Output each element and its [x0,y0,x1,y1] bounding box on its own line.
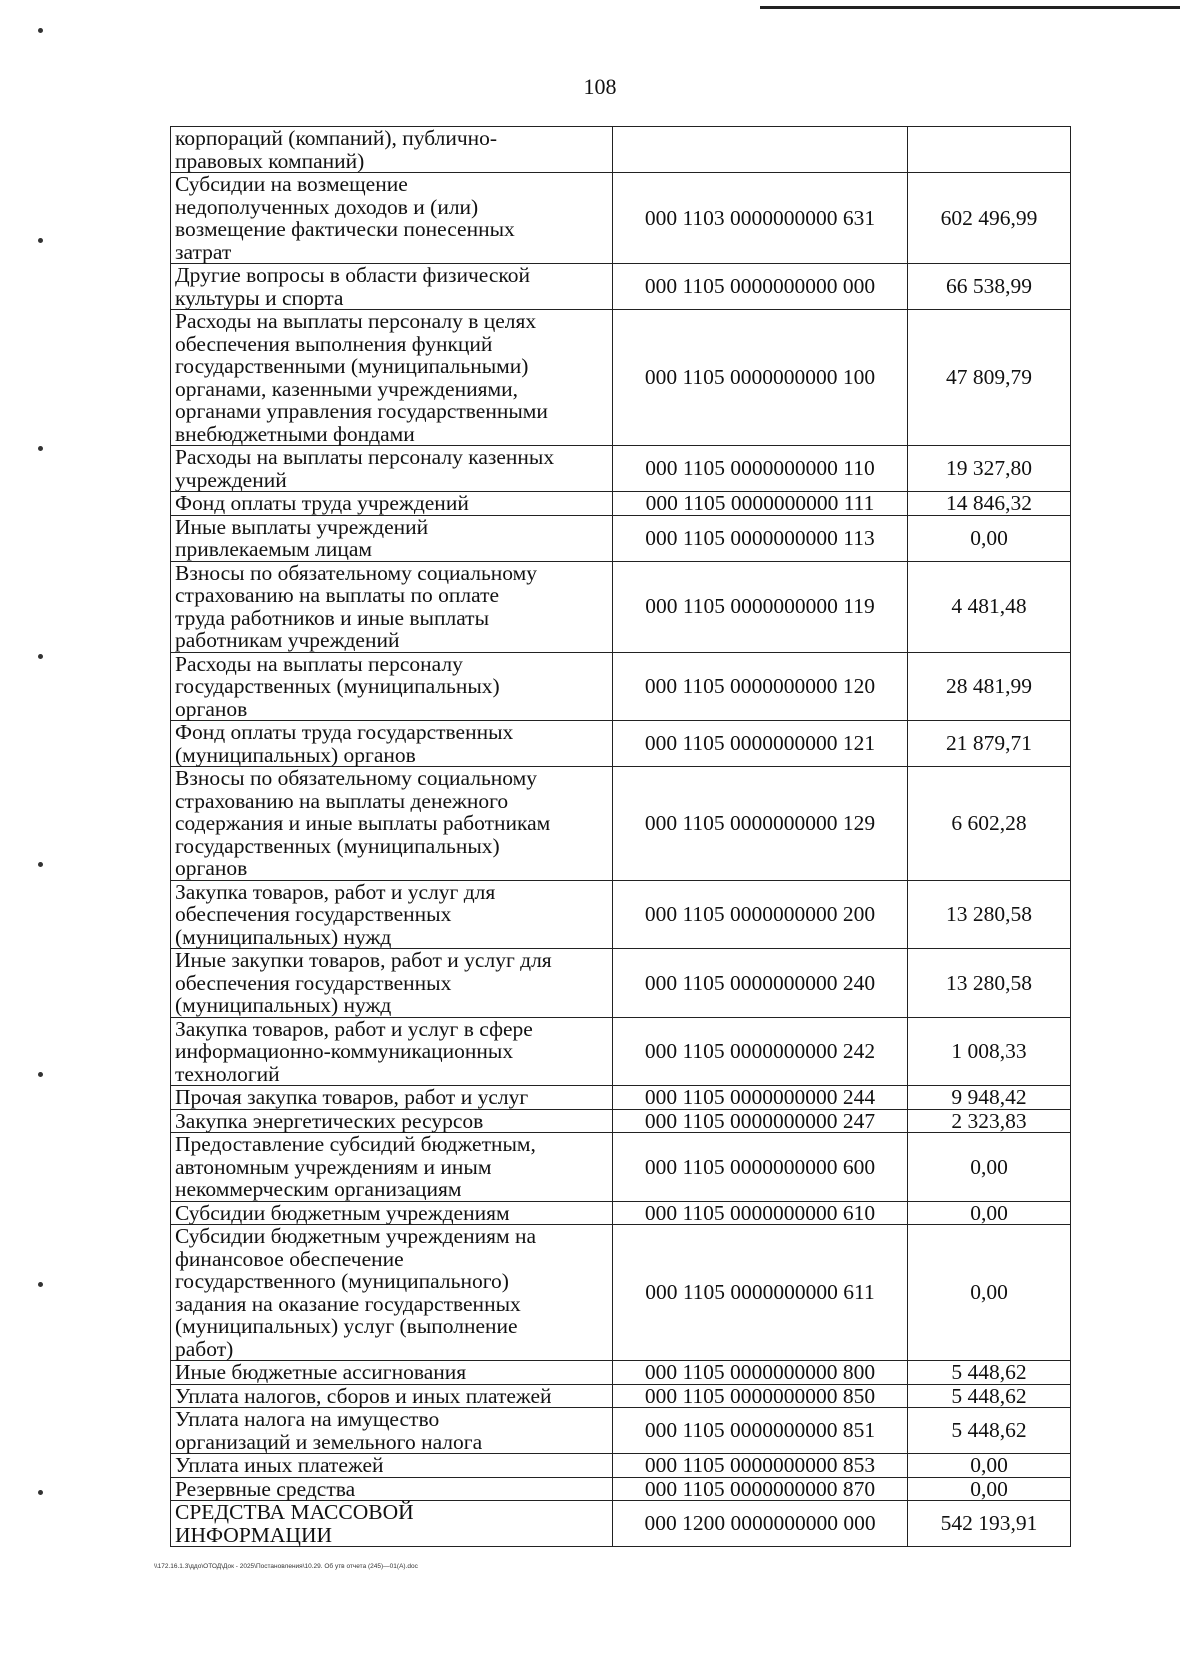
table-row [171,173,1071,264]
expense-item-name: Закупка товаров, работ и услуг для обеспечения государственных (муниципальных) нужд [171,880,613,949]
expense-item-name: Закупка товаров, работ и услуг в сфере информационно-коммуникационных технологий [171,1017,613,1086]
expense-item-name: Прочая закупка товаров, работ и услуг [171,1086,613,1110]
amount-value: 0,00 [908,1454,1071,1478]
amount-value: 4 481,48 [908,561,1071,652]
budget-classification-code: 000 1105 0000000000 242 [613,1017,908,1086]
expense-item-name: Взносы по обязательному социальному страхованию на выплаты денежного содержания и иные выплаты работникам государственных (муниципальных) органов [171,767,613,881]
expense-item-name: Расходы на выплаты персоналу казенных учреждений [171,446,613,492]
table-row [171,515,1071,561]
page-number: 108 [583,74,617,99]
binder-hole-dot [38,1282,43,1287]
table-row [171,1133,1071,1202]
expense-item-name: Взносы по обязательному социальному страхованию на выплаты по оплате труда работников и иные выплаты работникам учреждений [171,561,613,652]
amount-value: 13 280,58 [908,880,1071,949]
binder-hole-dot [38,238,43,243]
budget-classification-code [613,127,908,173]
expense-item-name: Другие вопросы в области физической культуры и спорта [171,264,613,310]
top-scan-rule [760,6,1180,9]
table-row [171,721,1071,767]
amount-value: 13 280,58 [908,949,1071,1018]
amount-value: 2 323,83 [908,1109,1071,1133]
table-row [171,127,1071,173]
budget-classification-code: 000 1105 0000000000 610 [613,1201,908,1225]
expense-item-name: Иные закупки товаров, работ и услуг для обеспечения государственных (муниципальных) нужд [171,949,613,1018]
table-row [171,1201,1071,1225]
budget-classification-code: 000 1105 0000000000 200 [613,880,908,949]
binder-hole-dot [38,862,43,867]
table-row [171,561,1071,652]
amount-value: 602 496,99 [908,173,1071,264]
budget-classification-code: 000 1105 0000000000 240 [613,949,908,1018]
budget-classification-code: 000 1105 0000000000 247 [613,1109,908,1133]
table-row [171,1225,1071,1361]
budget-classification-code: 000 1105 0000000000 600 [613,1133,908,1202]
expense-item-name: корпораций (компаний), публично- правовых компаний) [171,127,613,173]
amount-value: 1 008,33 [908,1017,1071,1086]
amount-value: 14 846,32 [908,492,1071,516]
table-row [171,1361,1071,1385]
table-row [171,1477,1071,1501]
amount-value [908,127,1071,173]
budget-classification-code: 000 1105 0000000000 113 [613,515,908,561]
amount-value: 5 448,62 [908,1361,1071,1385]
table-row [171,264,1071,310]
amount-value: 0,00 [908,515,1071,561]
amount-value: 9 948,42 [908,1086,1071,1110]
expense-item-name: Субсидии на возмещение недополученных доходов и (или) возмещение фактически понесенных затрат [171,173,613,264]
expense-item-name: Иные бюджетные ассигнования [171,1361,613,1385]
budget-classification-code: 000 1105 0000000000 100 [613,310,908,446]
table-row [171,949,1071,1018]
budget-classification-code: 000 1105 0000000000 853 [613,1454,908,1478]
amount-value: 21 879,71 [908,721,1071,767]
budget-classification-code: 000 1105 0000000000 851 [613,1408,908,1454]
budget-classification-code: 000 1105 0000000000 244 [613,1086,908,1110]
expense-item-name: Расходы на выплаты персоналу государственных (муниципальных) органов [171,652,613,721]
binder-hole-dot [38,1072,43,1077]
amount-value: 19 327,80 [908,446,1071,492]
binder-hole-dot [38,1490,43,1495]
budget-classification-code: 000 1105 0000000000 000 [613,264,908,310]
amount-value: 5 448,62 [908,1384,1071,1408]
amount-value: 28 481,99 [908,652,1071,721]
expense-item-name: Субсидии бюджетным учреждениям [171,1201,613,1225]
amount-value: 5 448,62 [908,1408,1071,1454]
budget-classification-code: 000 1105 0000000000 120 [613,652,908,721]
table-row [171,1454,1071,1478]
amount-value: 0,00 [908,1477,1071,1501]
expense-item-name: Субсидии бюджетным учреждениям на финансовое обеспечение государственного (муниципального) задания на оказание государственных (муниципальных) услуг (выполнение работ) [171,1225,613,1361]
amount-value: 0,00 [908,1133,1071,1202]
amount-value: 66 538,99 [908,264,1071,310]
amount-value: 0,00 [908,1225,1071,1361]
expense-item-name: СРЕДСТВА МАССОВОЙ ИНФОРМАЦИИ [171,1501,613,1547]
budget-classification-code: 000 1105 0000000000 800 [613,1361,908,1385]
amount-value: 6 602,28 [908,767,1071,881]
table-row [171,1408,1071,1454]
expense-item-name: Иные выплаты учреждений привлекаемым лицам [171,515,613,561]
binder-hole-dot [38,28,43,33]
expense-item-name: Уплата иных платежей [171,1454,613,1478]
binder-hole-dot [38,654,43,659]
budget-classification-code: 000 1105 0000000000 870 [613,1477,908,1501]
budget-expenditure-table [170,126,1071,1547]
table-row [171,1109,1071,1133]
table-row [171,310,1071,446]
budget-classification-code: 000 1105 0000000000 111 [613,492,908,516]
budget-table-body [171,127,1071,1547]
table-row [171,1501,1071,1547]
budget-classification-code: 000 1105 0000000000 110 [613,446,908,492]
budget-classification-code: 000 1105 0000000000 850 [613,1384,908,1408]
budget-classification-code: 000 1103 0000000000 631 [613,173,908,264]
expense-item-name: Расходы на выплаты персоналу в целях обеспечения выполнения функций государственными (муниципальными) органами, казенными учреждениями, органами управления государственными внебюджетными фондами [171,310,613,446]
expense-item-name: Закупка энергетических ресурсов [171,1109,613,1133]
expense-item-name: Уплата налогов, сборов и иных платежей [171,1384,613,1408]
amount-value: 0,00 [908,1201,1071,1225]
table-row [171,1017,1071,1086]
budget-classification-code: 000 1105 0000000000 129 [613,767,908,881]
table-row [171,1086,1071,1110]
expense-item-name: Уплата налога на имущество организаций и земельного налога [171,1408,613,1454]
expense-item-name: Фонд оплаты труда государственных (муниципальных) органов [171,721,613,767]
amount-value: 47 809,79 [908,310,1071,446]
table-row [171,767,1071,881]
expense-item-name: Фонд оплаты труда учреждений [171,492,613,516]
table-row [171,880,1071,949]
table-row [171,1384,1071,1408]
table-row [171,446,1071,492]
budget-classification-code: 000 1105 0000000000 121 [613,721,908,767]
expense-item-name: Резервные средства [171,1477,613,1501]
binder-hole-dot [38,446,43,451]
document-file-path: \\172.16.1.3\ддо\ОТОД\Док - 2025\Постановления\10.29. Об утв отчета (245)—01(А).doc [154,1563,418,1570]
budget-classification-code: 000 1200 0000000000 000 [613,1501,908,1547]
expense-item-name: Предоставление субсидий бюджетным, автономным учреждениям и иным некоммерческим организациям [171,1133,613,1202]
table-row [171,492,1071,516]
amount-value: 542 193,91 [908,1501,1071,1547]
budget-classification-code: 000 1105 0000000000 119 [613,561,908,652]
budget-classification-code: 000 1105 0000000000 611 [613,1225,908,1361]
table-row [171,652,1071,721]
